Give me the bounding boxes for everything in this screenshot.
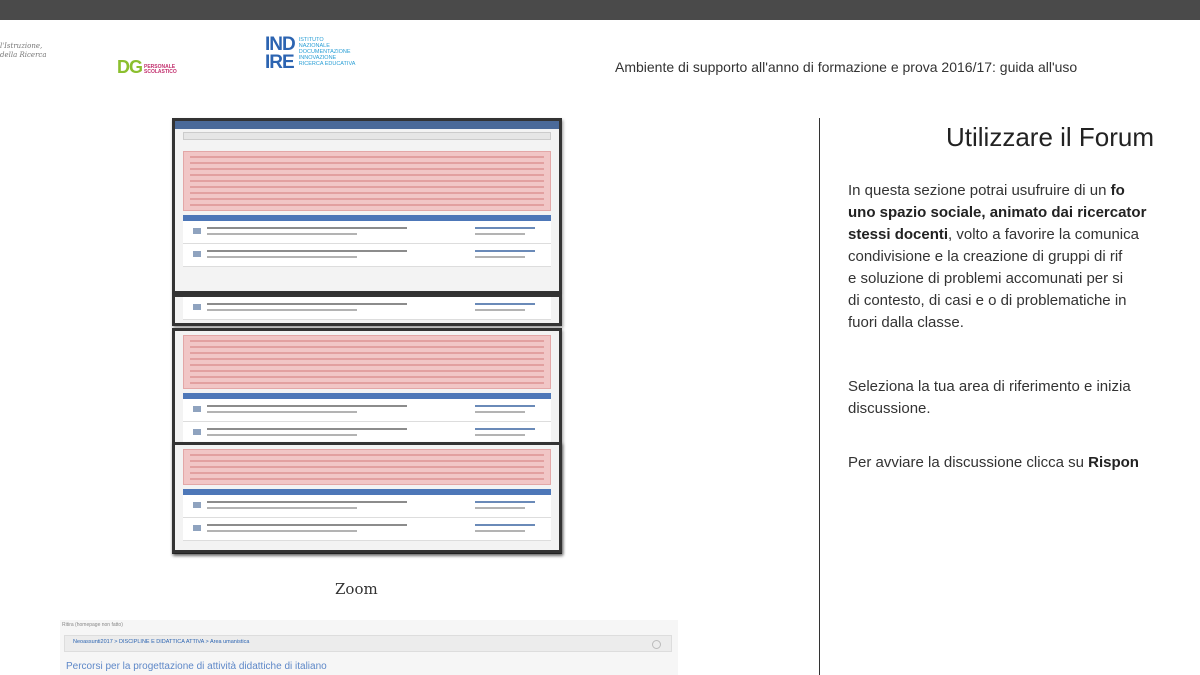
zoom-breadcrumb-text: Neoassunti2017 > DISCIPLINE E DIDATTICA ATTIVA > Area umanistica (73, 639, 250, 645)
indire-text-line: NAZIONALE (298, 43, 330, 49)
forum-row (183, 297, 551, 320)
forum-screenshots (172, 118, 562, 553)
area-title (183, 143, 263, 147)
zoom-title: Percorsi per la progettazione di attività didattiche di italiano (66, 661, 327, 672)
window-header (175, 121, 559, 129)
text-line (848, 452, 1200, 474)
bold-run: stessi docenti (848, 226, 949, 243)
zoom-breadcrumb (64, 635, 672, 652)
indire-mark (265, 36, 295, 72)
text-line: Seleziona la tua area di riferimento e inizia (848, 378, 1131, 395)
forum-screenshot (172, 442, 562, 553)
text-run: In questa sezione potrai usufruire di un (848, 182, 1111, 199)
text-run: , volto a favorire la comunica (948, 226, 1139, 243)
text-line: e soluzione di problemi accomunati per si (848, 270, 1124, 287)
miur-logo (0, 42, 47, 60)
text-line: fuori dalla classe. (848, 314, 964, 331)
dg-logo (117, 57, 177, 78)
top-bar (0, 0, 1200, 20)
forum-row (183, 495, 551, 518)
miur-logo-line1: l'Istruzione, (0, 42, 43, 50)
bold-run: Rispon (1088, 454, 1139, 471)
forum-row (183, 399, 551, 422)
indire-text-line: INNOVAZIONE (298, 55, 337, 61)
miur-logo-line2: della Ricerca (0, 51, 47, 59)
bold-run: uno spazio sociale, animato dai ricercator (848, 204, 1147, 221)
text-line: condivisione e la creazione di gruppi di rif (848, 248, 1123, 265)
forum-row (183, 518, 551, 541)
page-title: Utilizzare il Forum (946, 122, 1155, 152)
bold-run: fo (1110, 182, 1125, 199)
forum-row (183, 244, 551, 267)
dg-logo-sub2: SCOLASTICO (144, 69, 177, 75)
notice-box (183, 151, 551, 211)
text-line (848, 180, 1200, 202)
indire-text-line: RICERCA EDUCATIVA (298, 61, 356, 67)
indire-mark-2: IRE (265, 52, 294, 73)
indire-text-line: DOCUMENTAZIONE (298, 49, 351, 55)
text-run: Per avviare la discussione clicca su (848, 454, 1089, 471)
breadcrumb-bar (183, 132, 551, 140)
dg-logo-mark: DG (117, 57, 142, 77)
settings-icon (652, 640, 661, 649)
notice-box (183, 335, 551, 389)
forum-row (183, 221, 551, 244)
zoom-label: Zoom (335, 580, 378, 598)
column-divider (819, 118, 820, 675)
notice-box (183, 449, 551, 485)
reply-paragraph (848, 452, 1200, 474)
indire-logo (265, 36, 355, 72)
intro-paragraph (848, 180, 1200, 334)
forum-screenshot (172, 118, 562, 294)
select-area-paragraph (848, 376, 1200, 420)
forum-screenshot (172, 294, 562, 326)
zoom-small-text: Ritira (homepage non fatto) (62, 622, 123, 628)
text-line (848, 202, 1200, 224)
text-line (848, 224, 1200, 246)
dg-logo-sub (144, 65, 177, 75)
text-line: discussione. (848, 400, 931, 417)
header-title: Ambiente di supporto all'anno di formazione e prova 2016/17: guida all'uso (615, 59, 1078, 75)
text-line: di contesto, di casi e o di problematiche in (848, 292, 1127, 309)
indire-text-line: ISTITUTO (298, 37, 324, 43)
dg-logo-sub1: PERSONALE (144, 64, 176, 70)
indire-text (299, 37, 356, 72)
indire-mark-1: IND (265, 34, 295, 55)
zoomed-screenshot (60, 620, 678, 675)
forum-guide (848, 122, 1200, 675)
